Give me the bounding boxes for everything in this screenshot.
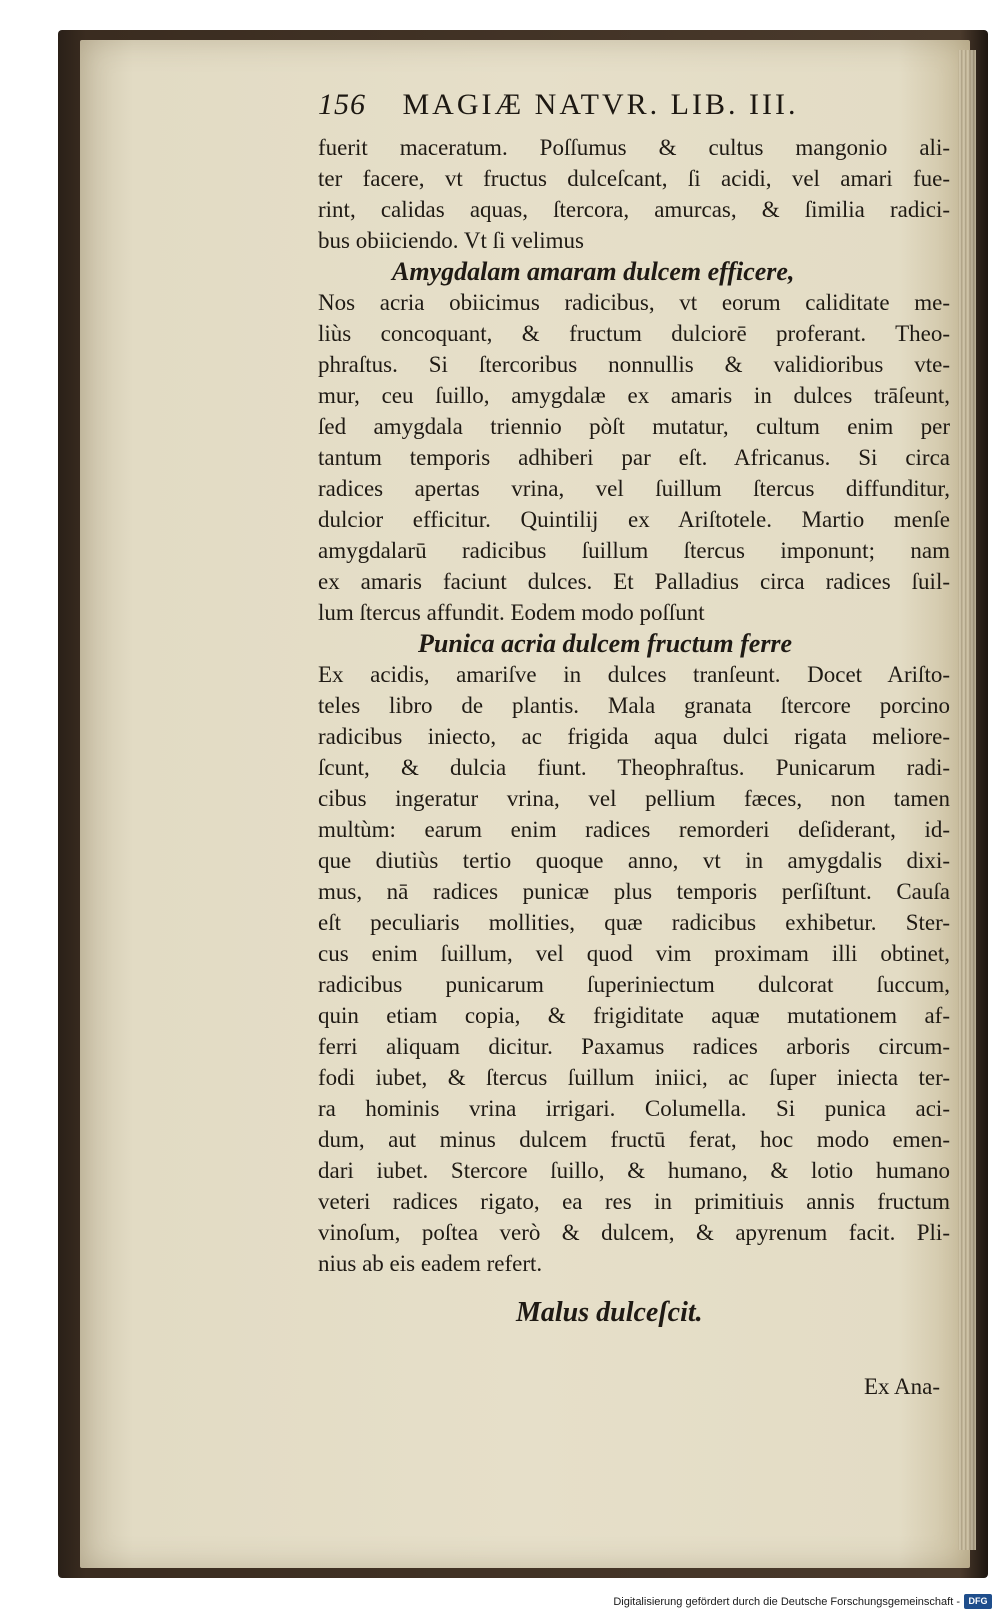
text-line: radices apertas vrina, vel ſuillum ſtercus diffunditur, (318, 476, 950, 501)
text-line: liùs concoquant, & fructum dulciorē proferant. Theo- (318, 321, 950, 346)
text-line: tantum temporis adhiberi par eſt. Africanus. Si circa (318, 445, 950, 470)
text-line: ferri aliquam dicitur. Paxamus radices arboris circum- (318, 1034, 950, 1059)
page-stack-edge (958, 50, 976, 1550)
running-header (318, 88, 938, 128)
text-line: Ex acidis, amariſve in dulces tranſeunt. Docet Ariſto- (318, 662, 950, 687)
text-line: cibus ingeratur vrina, vel pellium fæces, non tamen (318, 786, 950, 811)
text-line: amygdalarū radicibus ſuillum ſtercus imponunt; nam (318, 538, 950, 563)
text-line: veteri radices rigato, ea res in primitiuis annis fructum (318, 1189, 950, 1214)
text-line: quin etiam copia, & frigiditate aquæ mutationem af- (318, 1003, 950, 1028)
text-line: fuerit maceratum. Poſſumus & cultus mangonio ali- (318, 135, 950, 160)
body-text (318, 132, 950, 1328)
section-heading: Amygdalam amaram dulcem efficere, (392, 257, 795, 286)
page-number: 156 (318, 88, 366, 121)
text-line: ter facere, vt fructus dulceſcant, ſi acidi, vel amari fue- (318, 166, 950, 191)
text-line: ra hominis vrina irrigari. Columella. Si punica aci- (318, 1096, 950, 1121)
text-line: multùm: earum enim radices remorderi deſiderant, id- (318, 817, 950, 842)
text-line: mur, ceu ſuillo, amygdalæ ex amaris in dulces trāſeunt, (318, 383, 950, 408)
digitization-footer (0, 1590, 1000, 1618)
text-line: bus obiiciendo. Vt ſi velimus (318, 228, 584, 253)
text-line: ſcunt, & dulcia fiunt. Theophraſtus. Punicarum radi- (318, 755, 950, 780)
text-line: que diutiùs tertio quoque anno, vt in amygdalis dixi- (318, 848, 950, 873)
text-line: dum, aut minus dulcem fructū ferat, hoc modo emen- (318, 1127, 950, 1152)
text-line: nius ab eis eadem refert. (318, 1251, 543, 1276)
text-line: dari iubet. Stercore ſuillo, & humano, & lotio humano (318, 1158, 950, 1183)
text-line: vinoſum, poſtea verò & dulcem, & apyrenum facit. Pli- (318, 1220, 950, 1245)
text-line: ex amaris faciunt dulces. Et Palladius circa radices ſuil- (318, 569, 950, 594)
text-line: fodi iubet, & ſtercus ſuillum iniici, ac ſuper iniecta ter- (318, 1065, 950, 1090)
text-line: ſed amygdala triennio pòſt mutatur, cultum enim per (318, 414, 950, 439)
text-line: cus enim ſuillum, vel quod vim proximam illi obtinet, (318, 941, 950, 966)
text-line: phraſtus. Si ſtercoribus nonnullis & validioribus vte- (318, 352, 950, 377)
text-line: radicibus punicarum ſuperiniectum dulcorat ſuccum, (318, 972, 950, 997)
text-line: rint, calidas aquas, ſtercora, amurcas, & ſimilia radici- (318, 197, 950, 222)
text-line: lum ſtercus affundit. Eodem modo poſſunt (318, 600, 705, 625)
text-line: radicibus iniecto, ac frigida aqua dulci rigata meliore- (318, 724, 950, 749)
text-line: teles libro de plantis. Mala granata ſtercore porcino (318, 693, 950, 718)
catchword: Ex Ana- (864, 1374, 941, 1399)
running-title: MAGIÆ NATVR. LIB. III. (402, 88, 799, 121)
text-line: dulcior efficitur. Quintilij ex Ariſtotele. Martio menſe (318, 507, 950, 532)
section-heading: Malus dulceſcit. (516, 1297, 703, 1328)
text-line: Nos acria obiicimus radicibus, vt eorum caliditate me- (318, 290, 950, 315)
section-heading: Punica acria dulcem fructum ferre (418, 629, 793, 658)
text-line: mus, nā radices punicæ plus temporis perſiſtunt. Cauſa (318, 879, 950, 904)
funding-credit: Digitalisierung gefördert durch die Deutsche Forschungsgemeinschaft - (613, 1596, 960, 1608)
dfg-logo: DFG (964, 1594, 992, 1609)
text-line: eſt peculiaris mollities, quæ radicibus exhibetur. Ster- (318, 910, 950, 935)
